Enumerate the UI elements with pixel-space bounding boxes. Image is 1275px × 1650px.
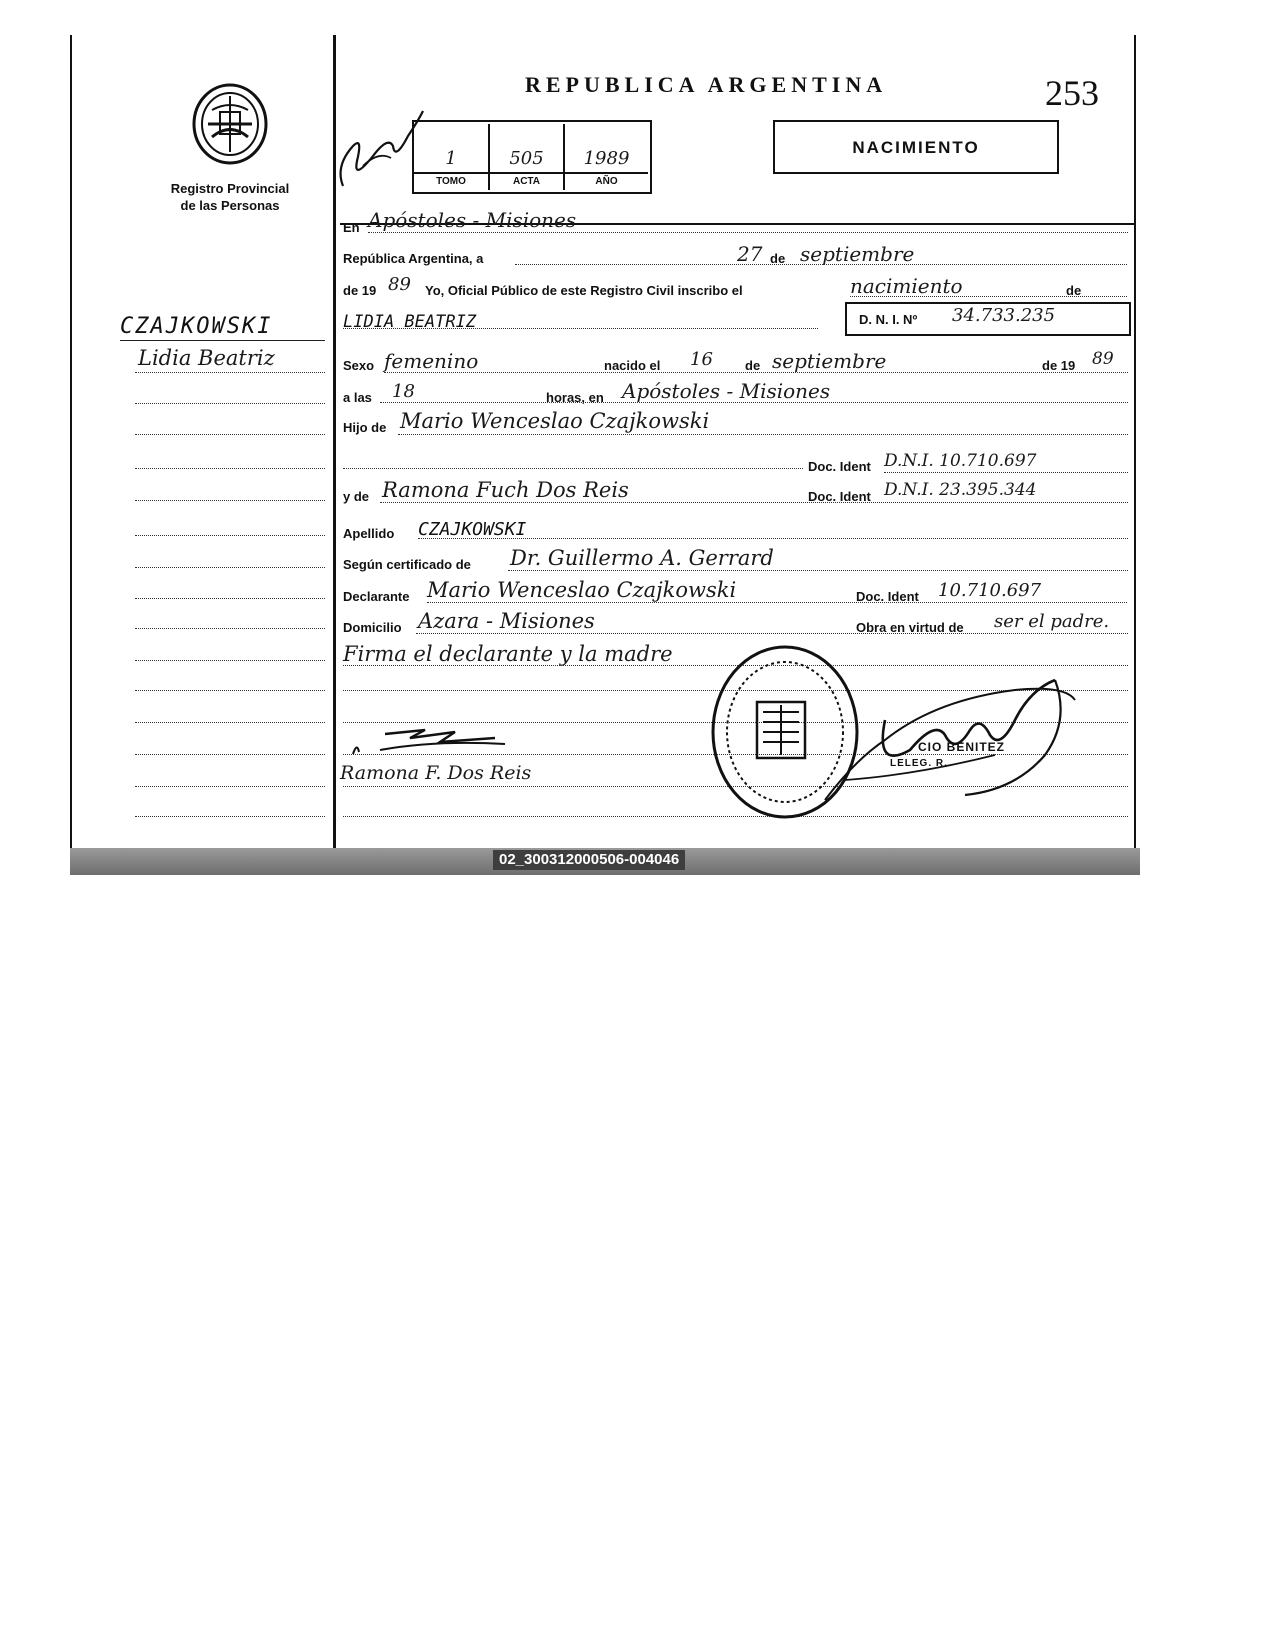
registry-name-line2: de las Personas bbox=[180, 198, 280, 213]
acta-label: ACTA bbox=[512, 176, 541, 187]
margin-blank-line bbox=[135, 535, 325, 536]
birth-year-prefix: de 19 bbox=[1042, 358, 1076, 373]
fill-line bbox=[418, 538, 1128, 539]
fill-line bbox=[850, 296, 1127, 297]
official-text: Yo, Oficial Público de este Registro Civil inscribo el bbox=[425, 283, 743, 298]
mother-signature: Ramona F. Dos Reis bbox=[340, 762, 532, 784]
birth-de-label: de bbox=[745, 358, 761, 373]
month-value: septiembre bbox=[800, 242, 915, 266]
margin-blank-line bbox=[135, 754, 325, 755]
fill-line bbox=[384, 372, 1128, 373]
page-number: 253 bbox=[1045, 73, 1099, 113]
fill-line bbox=[416, 633, 1128, 634]
hour-value: 18 bbox=[392, 381, 415, 402]
registry-name-line1: Registro Provincial bbox=[170, 181, 290, 196]
birth-month-value: septiembre bbox=[772, 349, 887, 373]
y-de-label: y de bbox=[343, 489, 370, 504]
acta-value: 505 bbox=[509, 148, 544, 169]
margin-given-names: Lidia Beatriz bbox=[138, 346, 275, 370]
day-de-label: de bbox=[770, 251, 786, 266]
left-border bbox=[70, 35, 72, 850]
father-doc-label: Doc. Ident bbox=[808, 459, 871, 474]
margin-blank-line bbox=[135, 468, 325, 469]
declarante-value: Mario Wenceslao Czajkowski bbox=[427, 578, 737, 602]
margin-blank-line bbox=[135, 660, 325, 661]
fill-line bbox=[508, 570, 1128, 571]
day-value: 27 bbox=[737, 242, 763, 266]
mother-value: Ramona Fuch Dos Reis bbox=[382, 478, 629, 502]
margin-blank-line bbox=[135, 816, 325, 817]
birth-place-value: Apóstoles - Misiones bbox=[622, 379, 831, 403]
domicilio-label: Domicilio bbox=[343, 620, 402, 635]
fill-line bbox=[380, 502, 1128, 503]
obra-value: ser el padre. bbox=[994, 611, 1110, 632]
apellido-value: CZAJKOWSKI bbox=[418, 519, 527, 540]
record-type-box bbox=[773, 120, 1059, 174]
margin-blank-line bbox=[135, 722, 325, 723]
margin-blank-line bbox=[135, 567, 325, 568]
birth-day-value: 16 bbox=[690, 349, 713, 370]
stamp-name-text: CIO BENITEZ bbox=[918, 740, 1006, 754]
declarante-doc-label: Doc. Ident bbox=[856, 589, 919, 604]
mother-doc-label: Doc. Ident bbox=[808, 489, 871, 504]
sexo-value: femenino bbox=[384, 349, 479, 373]
dni-box bbox=[845, 302, 1131, 336]
record-type-label: NACIMIENTO bbox=[852, 138, 980, 157]
margin-blank-line bbox=[135, 372, 325, 373]
dni-value: 34.733.235 bbox=[952, 305, 1056, 326]
father-value: Mario Wenceslao Czajkowski bbox=[400, 409, 710, 433]
fill-line bbox=[380, 402, 1128, 403]
year-prefix-label: de 19 bbox=[343, 283, 377, 298]
hijo-label: Hijo de bbox=[343, 420, 387, 435]
fill-line bbox=[398, 434, 1128, 435]
declarante-doc-value: 10.710.697 bbox=[938, 580, 1042, 601]
fill-line bbox=[427, 602, 1127, 603]
tomo-label: TOMO bbox=[436, 176, 466, 187]
a-las-label: a las bbox=[343, 390, 372, 405]
margin-blank-line bbox=[135, 434, 325, 435]
fill-line bbox=[884, 472, 1128, 473]
fill-line bbox=[343, 328, 818, 329]
stamp-role-text: LELEG. R. bbox=[890, 758, 948, 769]
act-de-label: de bbox=[1066, 283, 1082, 298]
apellido-label: Apellido bbox=[343, 526, 395, 541]
declarante-label: Declarante bbox=[343, 589, 410, 604]
father-doc-value: D.N.I. 10.710.697 bbox=[884, 451, 1037, 471]
margin-blank-line bbox=[135, 598, 325, 599]
ano-label: AÑO bbox=[595, 176, 618, 187]
ano-value: 1989 bbox=[583, 148, 630, 169]
certificate-value: Dr. Guillermo A. Gerrard bbox=[510, 546, 774, 570]
obra-label: Obra en virtud de bbox=[856, 620, 964, 635]
margin-blank-line bbox=[135, 628, 325, 629]
horas-label: horas, en bbox=[546, 390, 604, 405]
birth-year-value: 89 bbox=[1092, 349, 1114, 369]
nacido-label: nacido el bbox=[604, 358, 661, 373]
en-label: En bbox=[343, 220, 360, 235]
en-value: Apóstoles - Misiones bbox=[368, 208, 577, 232]
margin-blank-line bbox=[135, 500, 325, 501]
name-value: LIDIA BEATRIZ bbox=[343, 312, 477, 332]
father-signature bbox=[345, 720, 515, 762]
segun-label: Según certificado de bbox=[343, 557, 471, 572]
margin-blank-line bbox=[135, 403, 325, 404]
act-value: nacimiento bbox=[850, 274, 963, 298]
fill-line bbox=[343, 468, 803, 469]
fill-line bbox=[368, 232, 1128, 233]
domicilio-value: Azara - Misiones bbox=[418, 609, 595, 633]
dni-label: D. N. I. Nº bbox=[859, 312, 918, 327]
official-signature bbox=[815, 660, 1090, 810]
right-border bbox=[1134, 35, 1136, 850]
margin-surname: CZAJKOWSKI bbox=[120, 314, 273, 339]
republica-label: República Argentina, a bbox=[343, 251, 484, 266]
margin-blank-line bbox=[135, 786, 325, 787]
tomo-value: 1 bbox=[445, 148, 457, 169]
provincial-seal-icon bbox=[190, 82, 270, 166]
fill-line bbox=[515, 264, 1127, 265]
record-box-rule bbox=[414, 172, 648, 174]
country-title: REPUBLICA ARGENTINA bbox=[525, 72, 888, 97]
margin-surname-rule bbox=[120, 340, 325, 341]
sexo-label: Sexo bbox=[343, 358, 375, 373]
year-value: 89 bbox=[388, 274, 411, 295]
mother-doc-value: D.N.I. 23.395.344 bbox=[884, 480, 1037, 500]
barcode-id-label: 02_300312000506-004046 bbox=[493, 850, 685, 870]
note-value: Firma el declarante y la madre bbox=[343, 642, 673, 666]
margin-blank-line bbox=[135, 690, 325, 691]
